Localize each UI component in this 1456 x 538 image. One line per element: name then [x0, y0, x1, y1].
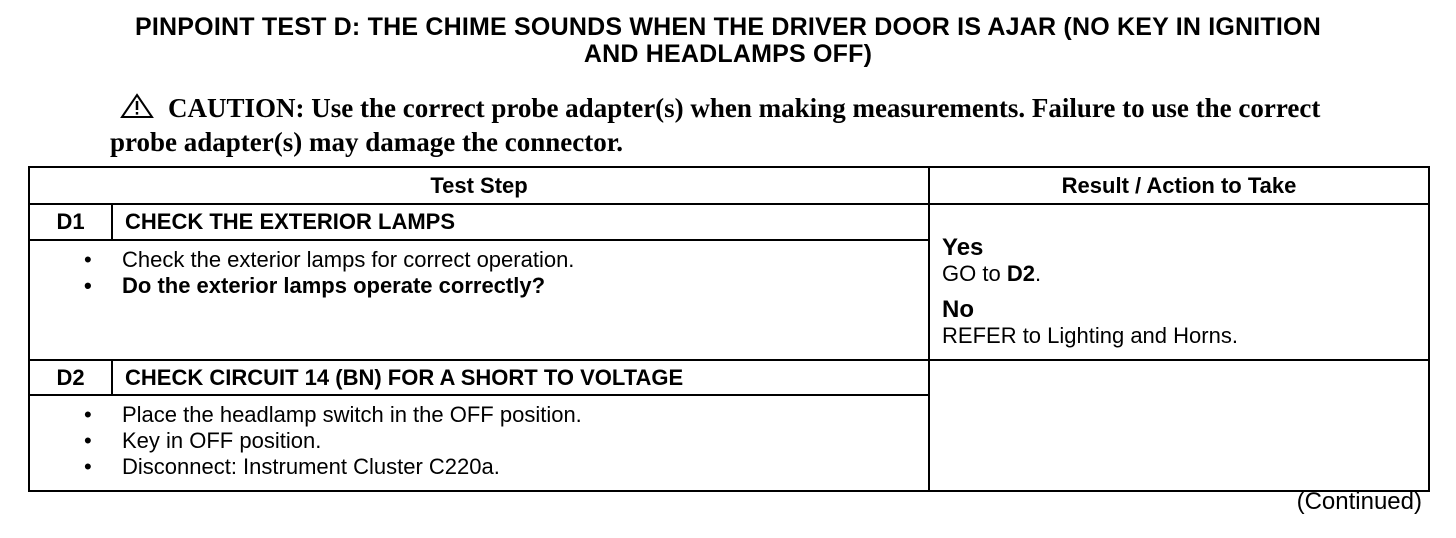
title-line-1: PINPOINT TEST D: THE CHIME SOUNDS WHEN THE DRIVER DOOR IS AJAR (NO KEY IN IGNITION: [135, 13, 1321, 41]
continued-note: (Continued): [1296, 488, 1422, 515]
result-yes-action: GO to D2.: [942, 261, 1042, 286]
pinpoint-test-table: [28, 166, 1430, 492]
step-id: D2: [29, 360, 112, 395]
result-no-label: No: [942, 296, 975, 323]
caution-text: Use the correct probe adapter(s) when making measurements. Failure to use the correct probe adapter(s) may damage the connector.: [110, 93, 1321, 157]
step-row-d1: [29, 204, 1429, 240]
warning-triangle-icon: [120, 93, 154, 126]
table-header-row: [29, 167, 1429, 204]
step-d1-results: [929, 204, 1429, 360]
bullet-item: • Place the headlamp switch in the OFF position.: [122, 402, 928, 428]
pinpoint-test-title: [0, 14, 1456, 68]
step-d2-bullets: [29, 395, 929, 491]
header-result-action: Result / Action to Take: [929, 167, 1429, 204]
bullet-item: • Disconnect: Instrument Cluster C220a.: [122, 454, 928, 480]
bullet-item: • Key in OFF position.: [122, 428, 928, 454]
title-line-2: AND HEADLAMPS OFF): [583, 40, 873, 68]
caution-note: [110, 92, 1350, 158]
step-row-d2: [29, 360, 1429, 395]
header-test-step: Test Step: [29, 167, 929, 204]
bullet-question: • Do the exterior lamps operate correctly?: [122, 273, 928, 299]
step-title: CHECK THE EXTERIOR LAMPS: [112, 204, 929, 240]
bullet-item: • Check the exterior lamps for correct operation.: [122, 247, 928, 273]
result-no-action: REFER to Lighting and Horns.: [942, 323, 1238, 348]
step-d2-results: [929, 360, 1429, 491]
step-title: CHECK CIRCUIT 14 (BN) FOR A SHORT TO VOLTAGE: [112, 360, 929, 395]
step-d1-bullets: [29, 240, 929, 360]
step-id: D1: [29, 204, 112, 240]
result-yes-label: Yes: [942, 234, 984, 261]
caution-label: CAUTION:: [168, 93, 305, 123]
